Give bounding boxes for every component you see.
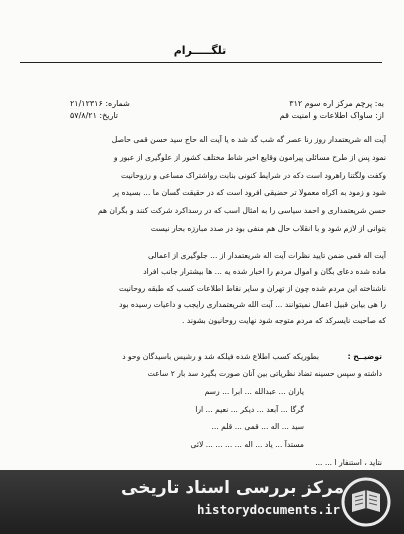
body-line: وکفت ولگتنا راهرود است دکه در شرایط کنونی بنابت رواشتراک مساعی و رزوحانیت: [121, 171, 386, 180]
title-rule: [20, 62, 382, 63]
extra-line: داشته و سپس حسینه تضاد نظریاتی بین آنان صورت بگیرد سد بار ۲ ساعت: [147, 369, 382, 378]
addressee-line: به: پرچم مرکز اره سوم ۳۱۲: [289, 99, 384, 108]
body-line: ناشناخته این مردم شده چون از تهران و سایر نقاط اطلاعات کسب که طبقه روحانیت: [119, 284, 386, 293]
body-line: شود و زمود به اکراه معمولا تر حضیقی افرود است که در حقیقت گسان ما ... بسیده پر: [112, 188, 386, 197]
body-line: ماده شده دعای بگان و اموال مردم را اخبار شده یه ... ها بیشترار جانب افراد: [143, 267, 386, 276]
watermark-arabic: مرکز بررسی اسناد تاریخی: [121, 478, 344, 498]
note-line: بطوریکه کسب اطلاع شده فیلکه شد و رشیس باسیدگان وحو د: [122, 352, 319, 361]
body-line: آیت اله شریعتمدار روز رنا عصر گه شب گد شد ه یا آیت اله حاج سید حسن قمی حاصل: [111, 135, 386, 144]
body-line: بتوانی از لازم شود و با انقلاب حال هم منفی بود در صدد مبارزه بحار نیست: [150, 224, 386, 233]
sub-line: گرگا ... آبعد ... دیکر ... نعیم ... ارا: [195, 405, 304, 414]
sub-line: نتاید ، استنفار ا ... ...: [315, 458, 382, 467]
sub-line: سید ... اله ... قمی ... قلم ...: [211, 422, 304, 431]
sub-line: مستدآ ... یاد ... اله ... ... ... ... لائی: [190, 440, 304, 449]
body-line: که صاحبت نایسرکد که مردم متوجه شود نهایت روحانیون بشوند .: [182, 316, 386, 325]
document-date: تاریخ: ۵۷/۸/۲۱: [70, 111, 119, 120]
book-logo-icon: [340, 476, 392, 528]
watermark-url: historydocuments.ir: [197, 502, 340, 517]
note-label: توضیــح :: [347, 352, 382, 361]
document-number: شماره: ۲۱/۱۲۳۱۶: [70, 99, 130, 108]
body-line: حسن شریعتمداری و احمد سیاسی را به امثال اسب که در رسداکرد شرکت کنند و بگران هم: [97, 206, 386, 215]
body-line: را هی بیابن قبیل اعمال نمیتوانند ... آیت الله شریعتمداری رایجب و داعیات رسیده بود: [119, 300, 386, 309]
sender-line: از: ساواک اطلاعات و امنیت قم: [279, 111, 384, 120]
body-line: آیت اله قمی ضمن تایید نظرات آیت اله شریعتمدار از ... جلوگیری از اعمالی: [147, 251, 386, 260]
body-line: نمود پس از طرح مسائلی پیرامون وقایع اخیر شاط مختلف کشور از علوگیری از عبور و: [113, 153, 386, 162]
document-title: تلگـــــرام: [173, 44, 227, 57]
sub-line: یاران ... عبدالله ... ابرا ... رسم: [204, 387, 304, 396]
